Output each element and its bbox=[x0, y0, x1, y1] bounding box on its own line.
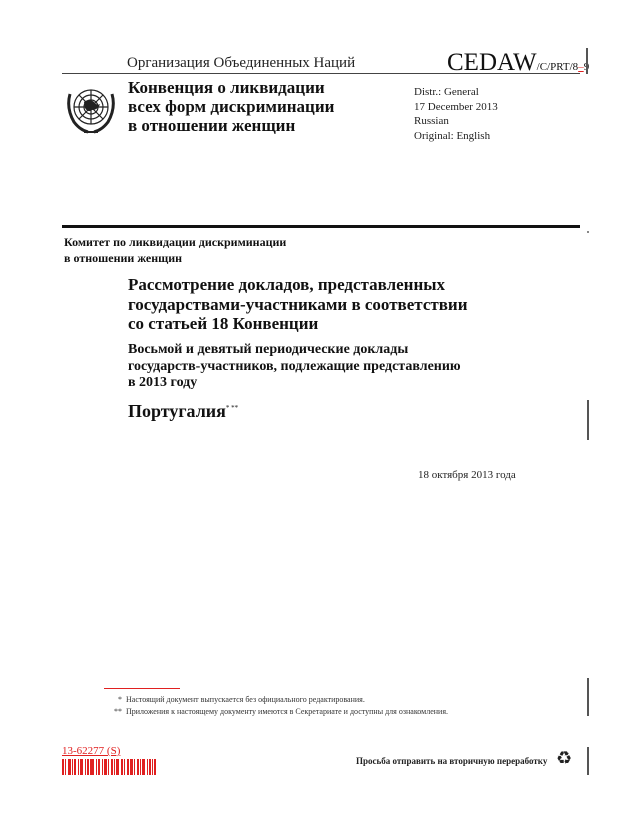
committee-line: в отношении женщин bbox=[64, 251, 183, 265]
main-heading-line: государствами-участниками в соответствии bbox=[128, 294, 468, 314]
distr-original: Original: English bbox=[414, 129, 491, 142]
distr-general: Distr.: General bbox=[414, 86, 479, 98]
recycle-icon: ♻ bbox=[556, 748, 573, 768]
convention-title-line: в отношении женщин bbox=[128, 116, 296, 135]
change-bar bbox=[587, 678, 589, 716]
sub-heading-line: Восьмой и девятый периодические доклады bbox=[128, 342, 409, 357]
symbol-series: /C/PRT/8 bbox=[536, 61, 579, 73]
committee-name bbox=[64, 234, 286, 266]
job-number: 13-62277 (S) bbox=[62, 745, 121, 757]
sub-heading-line: государств-участников, подлежащие представлению bbox=[128, 358, 461, 374]
recycle-note: Просьба отправить на вторичную переработку bbox=[356, 756, 548, 766]
symbol-end: 9 bbox=[583, 61, 590, 73]
country-title bbox=[128, 401, 238, 422]
marker-dot bbox=[587, 231, 589, 233]
change-bar bbox=[583, 48, 590, 74]
sub-heading-line: в 2013 году bbox=[128, 375, 198, 390]
footnote-rule bbox=[104, 688, 180, 689]
country-name: Португалия bbox=[128, 401, 226, 421]
header-rule bbox=[62, 73, 580, 74]
main-heading-line: Рассмотрение докладов, представленных bbox=[128, 275, 446, 294]
footnote-1 bbox=[118, 694, 365, 705]
un-emblem-icon bbox=[62, 80, 120, 138]
footnote-2 bbox=[114, 706, 448, 717]
footnote-mark: * bbox=[118, 695, 122, 704]
convention-title bbox=[128, 78, 334, 135]
main-heading-line: со статьей 18 Конвенции bbox=[128, 314, 319, 333]
distr-date: 17 December 2013 bbox=[414, 100, 498, 113]
barcode bbox=[62, 759, 178, 775]
footnote-mark: ** bbox=[114, 707, 122, 716]
committee-line: Комитет по ликвидации дискриминации bbox=[64, 235, 287, 249]
convention-title-line: всех форм дискриминации bbox=[128, 97, 335, 116]
footnote-marks: * ** bbox=[225, 404, 239, 412]
distribution-block bbox=[414, 85, 498, 143]
footnote-text: Настоящий документ выпускается без официального редактирования. bbox=[126, 695, 365, 704]
footnote-text: Приложения к настоящему документу имеются в Секретариате и доступны для ознакомления. bbox=[126, 707, 448, 716]
main-heading bbox=[128, 275, 548, 334]
convention-title-line: Конвенция о ликвидации bbox=[128, 78, 325, 97]
change-bar bbox=[587, 747, 589, 775]
sub-heading bbox=[128, 342, 548, 392]
section-rule bbox=[62, 225, 580, 228]
symbol-separator: – bbox=[578, 61, 584, 73]
distr-language: Russian bbox=[414, 115, 449, 127]
organization-name: Организация Объединенных Наций bbox=[127, 55, 356, 71]
report-date: 18 октября 2013 года bbox=[418, 469, 516, 481]
change-bar bbox=[587, 400, 589, 440]
symbol-main: CEDAW bbox=[447, 49, 537, 76]
